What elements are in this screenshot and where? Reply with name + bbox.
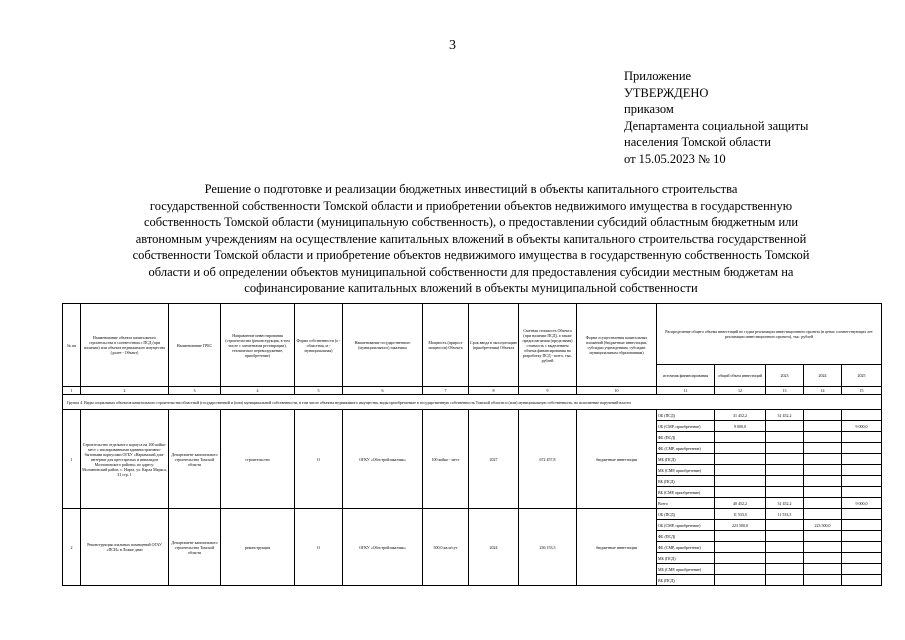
col-number: 9 — [519, 387, 577, 395]
approval-block — [624, 68, 808, 167]
row-term: 2027 — [469, 410, 519, 509]
fin-2024 — [804, 465, 842, 476]
fin-2025 — [842, 476, 882, 487]
title-line: собственности Томской области и приобретение объектов недвижимого имущества в государственную собственность Томской — [132, 248, 810, 262]
fin-total — [715, 575, 766, 586]
fin-total: 31 452,2 — [715, 410, 766, 421]
fin-source: МБ (ПСД) — [657, 553, 715, 564]
row-capacity: 100 койко - мест — [423, 410, 469, 509]
header-customer: Наименование государственного (муниципального) заказчика — [343, 304, 423, 387]
fin-source: ВБ (ПСД) — [657, 575, 715, 586]
fin-source: ФБ (СМР, приобретение) — [657, 443, 715, 454]
fin-source: ОБ (ПСД) — [657, 410, 715, 421]
fin-2025 — [842, 454, 882, 465]
header-ownership: Форма собственности (о - областная, м - муниципальная) — [295, 304, 343, 387]
header-total: общий объем инвестиций — [715, 365, 766, 387]
col-number: 13 — [766, 387, 804, 395]
header-2023: 2023 — [766, 365, 804, 387]
fin-2024 — [804, 421, 842, 432]
row-capacity: 500,0 кв.м/сут — [423, 509, 469, 586]
approval-line: населения Томской области — [624, 135, 771, 149]
fin-2025: 9 000,0 — [842, 421, 882, 432]
col-number: 8 — [469, 387, 519, 395]
fin-2025 — [842, 542, 882, 553]
row-ownership: О — [295, 410, 343, 509]
col-number: 10 — [577, 387, 657, 395]
fin-2025 — [842, 487, 882, 498]
document-title — [80, 181, 862, 297]
fin-total: 223 500,0 — [715, 520, 766, 531]
fin-source: ФБ (ПСД) — [657, 531, 715, 542]
fin-2025: 9 000,0 — [842, 498, 882, 509]
fin-2025 — [842, 575, 882, 586]
title-line: софинансирование капитальных вложений в объекты муниципальной собственности — [244, 281, 698, 295]
fin-2025 — [842, 465, 882, 476]
fin-2023: 31 452,2 — [766, 498, 804, 509]
row-customer: ОГКУ «Облстройзаказчик» — [343, 410, 423, 509]
fin-2024 — [804, 498, 842, 509]
row-cost: 236 153,5 — [519, 509, 577, 586]
fin-2023 — [766, 520, 804, 531]
fin-2025 — [842, 520, 882, 531]
title-line: области и об определении объектов муниципальной собственности для предоставления субсидии местным бюджетам на — [148, 264, 794, 279]
fin-2024 — [804, 443, 842, 454]
row-cost: 672 457,8 — [519, 410, 577, 509]
fin-2024 — [804, 476, 842, 487]
fin-2023 — [766, 487, 804, 498]
header-grbs: Наименование ГРБС — [169, 304, 221, 387]
fin-2024 — [804, 542, 842, 553]
row-grbs: Департамент капитального строительства Томской области — [169, 410, 221, 509]
approval-line: Департамента социальной защиты — [624, 118, 809, 133]
fin-2024 — [804, 509, 842, 520]
fin-total — [715, 553, 766, 564]
row-form: бюджетные инвестиции — [577, 410, 657, 509]
fin-2023 — [766, 553, 804, 564]
header-cost: Сметная стоимость Объекта (при наличии ПСД), а также предполагаемая (предельная) стоимость с выделением объема финансирования на разработку ПСД - всего, тыс. рублей — [519, 304, 577, 387]
fin-2023: 31 452,2 — [766, 410, 804, 421]
fin-2023 — [766, 443, 804, 454]
fin-2025 — [842, 531, 882, 542]
col-number: 4 — [221, 387, 295, 395]
fin-source: ОБ (СМР, приобретение) — [657, 520, 715, 531]
fin-total — [715, 542, 766, 553]
header-num: № пп — [63, 304, 81, 387]
title-line: государственной собственности Томской области и приобретении объектов недвижимого имущества в государственную — [149, 198, 793, 213]
row-object: Реконструкция спальных помещений ОГАУ «ПСИ» в Ложке дачи — [81, 509, 169, 586]
fin-2024 — [804, 531, 842, 542]
approval-line: УТВЕРЖДЕНО — [624, 85, 709, 100]
col-number: 7 — [423, 387, 469, 395]
approval-line: Приложение — [624, 69, 692, 83]
fin-2024 — [804, 454, 842, 465]
fin-2025 — [842, 564, 882, 575]
fin-2024: 223 500,0 — [804, 520, 842, 531]
fin-2023 — [766, 575, 804, 586]
col-number: 14 — [804, 387, 842, 395]
fin-2025 — [842, 410, 882, 421]
header-distribution: Распределение общего объема инвестиций по годам реализации инвестиционного проекта (в ценах соответствующих лет реализации инвестиционного проекта), тыс. рублей — [657, 304, 882, 365]
fin-total — [715, 476, 766, 487]
fin-2023 — [766, 476, 804, 487]
fin-source: МБ (ПСД) — [657, 454, 715, 465]
fin-source: ФБ (ПСД) — [657, 432, 715, 443]
col-number: 6 — [343, 387, 423, 395]
group-row: Группа 4. Виды социальных объектов капитального строительства областной (государственной и (или) муниципальной собственности, в том числе объекты недвижимого имущества, виды приобретаемые в государственную собственность Томской области и (или) муниципальную собственность, во исполнение поручений власти — [63, 395, 882, 410]
row-customer: ОГКУ «Облстройзаказчик» — [343, 509, 423, 586]
fin-total — [715, 465, 766, 476]
fin-2023 — [766, 421, 804, 432]
header-source: источник финансирования — [657, 365, 715, 387]
fin-total — [715, 487, 766, 498]
title-line: Решение о подготовке и реализации бюджетных инвестиций в объекты капитального строительства — [204, 182, 738, 196]
fin-2024 — [804, 575, 842, 586]
fin-2023 — [766, 531, 804, 542]
header-object: Наименование объекта капитального строительства в соответствии с ПСД (при наличии) или объекта недвижимого имущества (далее - Объект) — [81, 304, 169, 387]
fin-2025 — [842, 432, 882, 443]
fin-source: Всего — [657, 498, 715, 509]
row-grbs: Департамент капитального строительства Томской области — [169, 509, 221, 586]
header-term: Срок ввода в эксплуатацию (приобретения) Объекта — [469, 304, 519, 387]
fin-total — [715, 432, 766, 443]
fin-source: ВБ (СМР, приобретение) — [657, 487, 715, 498]
row-form: бюджетные инвестиции — [577, 509, 657, 586]
fin-source: МБ (СМР, приобретение) — [657, 465, 715, 476]
col-number: 2 — [81, 387, 169, 395]
fin-source: ВБ (ПСД) — [657, 476, 715, 487]
fin-2024 — [804, 487, 842, 498]
approval-line: от 15.05.2023 № 10 — [624, 151, 726, 166]
title-line: автономным учреждениям на осуществление капитальных вложений в объекты капитального строительства государственной — [135, 231, 807, 246]
fin-total — [715, 454, 766, 465]
col-number: 12 — [715, 387, 766, 395]
fin-source: ОБ (СМР, приобретение) — [657, 421, 715, 432]
fin-2023: 11 533,5 — [766, 509, 804, 520]
fin-source: ОБ (ПСД) — [657, 509, 715, 520]
page-number: 3 — [449, 38, 456, 53]
fin-source: МБ (СМР, приобретение) — [657, 564, 715, 575]
fin-total: 40 452,2 — [715, 498, 766, 509]
table-row — [63, 410, 882, 421]
fin-total — [715, 564, 766, 575]
col-number: 5 — [295, 387, 343, 395]
fin-total: 9 000,0 — [715, 421, 766, 432]
fin-2025 — [842, 443, 882, 454]
fin-2023 — [766, 432, 804, 443]
fin-2023 — [766, 564, 804, 575]
header-form: Форма осуществления капитальных вложений (бюджетные инвестиции, субсидии учреждениям, субсидии муниципальным образованиям) — [577, 304, 657, 387]
fin-2024 — [804, 432, 842, 443]
col-number: 15 — [842, 387, 882, 395]
fin-2024 — [804, 410, 842, 421]
investment-table — [62, 303, 882, 586]
fin-total — [715, 531, 766, 542]
fin-2024 — [804, 564, 842, 575]
col-number: 1 — [63, 387, 81, 395]
row-num: 2 — [63, 509, 81, 586]
row-num: 1 — [63, 410, 81, 509]
table-row — [63, 509, 882, 520]
header-2024: 2024 — [804, 365, 842, 387]
fin-source: ФБ (СМР, приобретение) — [657, 542, 715, 553]
fin-2023 — [766, 542, 804, 553]
approval-line: приказом — [624, 102, 674, 116]
row-direction: реконструкция — [221, 509, 295, 586]
row-term: 2024 — [469, 509, 519, 586]
row-ownership: О — [295, 509, 343, 586]
fin-2025 — [842, 553, 882, 564]
header-capacity: Мощность (прирост мощности) Объекта — [423, 304, 469, 387]
col-number: 3 — [169, 387, 221, 395]
title-line: собственность Томской области (муниципальную собственность), о предоставлении субсидий областным бюджетным или — [143, 215, 799, 229]
fin-2023 — [766, 454, 804, 465]
header-direction: Направление инвестирования (строительство (реконструкция, в том числе с элементами реставрации), техническое перевооружение, приобретение) — [221, 304, 295, 387]
fin-2024 — [804, 553, 842, 564]
row-direction: строительство — [221, 410, 295, 509]
fin-total: 11 533,5 — [715, 509, 766, 520]
col-number: 11 — [657, 387, 715, 395]
row-object: Строительство отдельного корпуса на 100 койко-мест с изолированными административно-бытовыми корпусами ОГБУ «Нарымский дом-интернат для престарелых и инвалидов Молчановского района» по адресу: Молчановский район, с. Нарга, ул. Карла Маркса, 31 стр. 1 — [81, 410, 169, 509]
fin-total — [715, 443, 766, 454]
fin-2023 — [766, 465, 804, 476]
fin-2025 — [842, 509, 882, 520]
header-2025: 2025 — [842, 365, 882, 387]
